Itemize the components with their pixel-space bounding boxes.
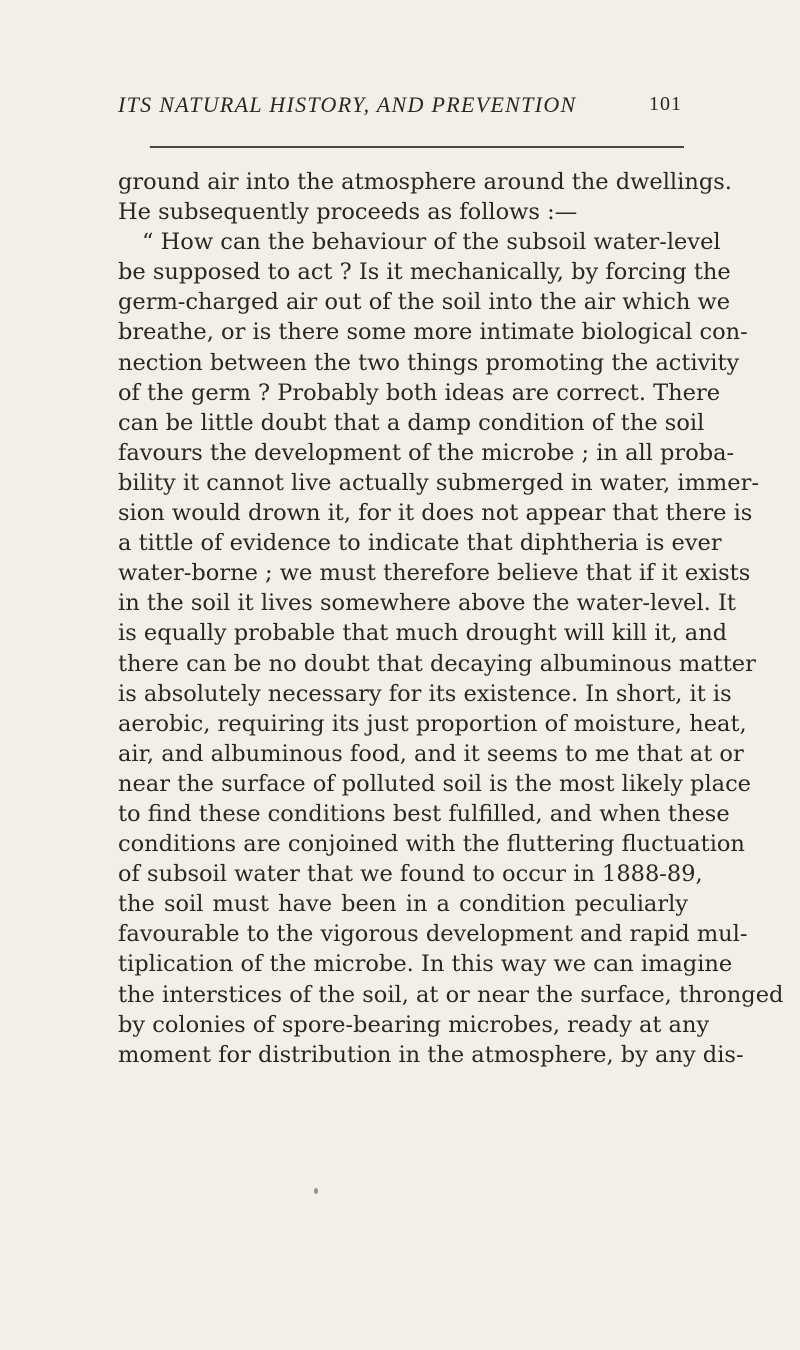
ink-speck xyxy=(314,1188,318,1194)
text-line: the interstices of the soil, at or near the surface, thronged xyxy=(118,981,784,1008)
text-line: breathe, or is there some more intimate biological con- xyxy=(118,319,748,346)
text-line: tiplication of the microbe. In this way we can imagine xyxy=(118,951,733,978)
text-line: of subsoil water that we found to occur in 1888-89, xyxy=(118,861,703,888)
text-line: conditions are conjoined with the fluttering fluctuation xyxy=(118,831,745,858)
text-line: bility it cannot live actually submerged in water, immer- xyxy=(118,469,759,496)
text-line: moment for distribution in the atmosphere, by any dis- xyxy=(118,1041,744,1068)
text-line: there can be no doubt that decaying albuminous matter xyxy=(118,650,756,677)
text-line: sion would drown it, for it does not appear that there is xyxy=(118,500,753,527)
text-line: aerobic, requiring its just proportion of moisture, heat, xyxy=(118,710,747,737)
text-line: can be little doubt that a damp condition of the soil xyxy=(118,409,705,436)
text-line: ground air into the atmosphere around the dwellings. xyxy=(118,169,732,195)
text-line: is equally probable that much drought will kill it, and xyxy=(118,620,728,647)
text-line: germ-charged air out of the soil into the air which we xyxy=(118,289,731,316)
text-line: by colonies of spore-bearing microbes, ready at any xyxy=(118,1011,710,1038)
running-title: ITS NATURAL HISTORY, AND PREVENTION xyxy=(118,92,577,117)
text-line: the soil must have been in a condition peculiarly xyxy=(118,891,688,918)
text-line: nection between the two things promoting the activity xyxy=(118,349,740,376)
text-line: “ How can the behaviour of the subsoil water-level xyxy=(142,229,721,256)
page-number: 101 xyxy=(649,93,682,115)
text-line: water-borne ; we must therefore believe that if it exists xyxy=(118,560,751,587)
text-line: favourable to the vigorous development and rapid mul- xyxy=(118,921,748,948)
text-line: favours the development of the microbe ; in all proba- xyxy=(118,439,735,466)
text-line: of the germ ? Probably both ideas are correct. There xyxy=(118,379,721,406)
text-line: be supposed to act ? Is it mechanically, by forcing the xyxy=(118,259,731,286)
header-rule xyxy=(150,146,684,148)
text-line: air, and albuminous food, and it seems to me that at or xyxy=(118,740,744,767)
text-line: in the soil it lives somewhere above the water-level. It xyxy=(118,590,736,617)
body-text xyxy=(118,167,784,1070)
text-line: near the surface of polluted soil is the most likely place xyxy=(118,770,751,797)
text-line: a tittle of evidence to indicate that diphtheria is ever xyxy=(118,530,722,557)
text-line: to find these conditions best fulfilled, and when these xyxy=(118,800,730,827)
text-line: is absolutely necessary for its existence. In short, it is xyxy=(118,680,732,707)
running-head xyxy=(118,92,682,124)
text-line: He subsequently proceeds as follows :— xyxy=(118,199,578,226)
